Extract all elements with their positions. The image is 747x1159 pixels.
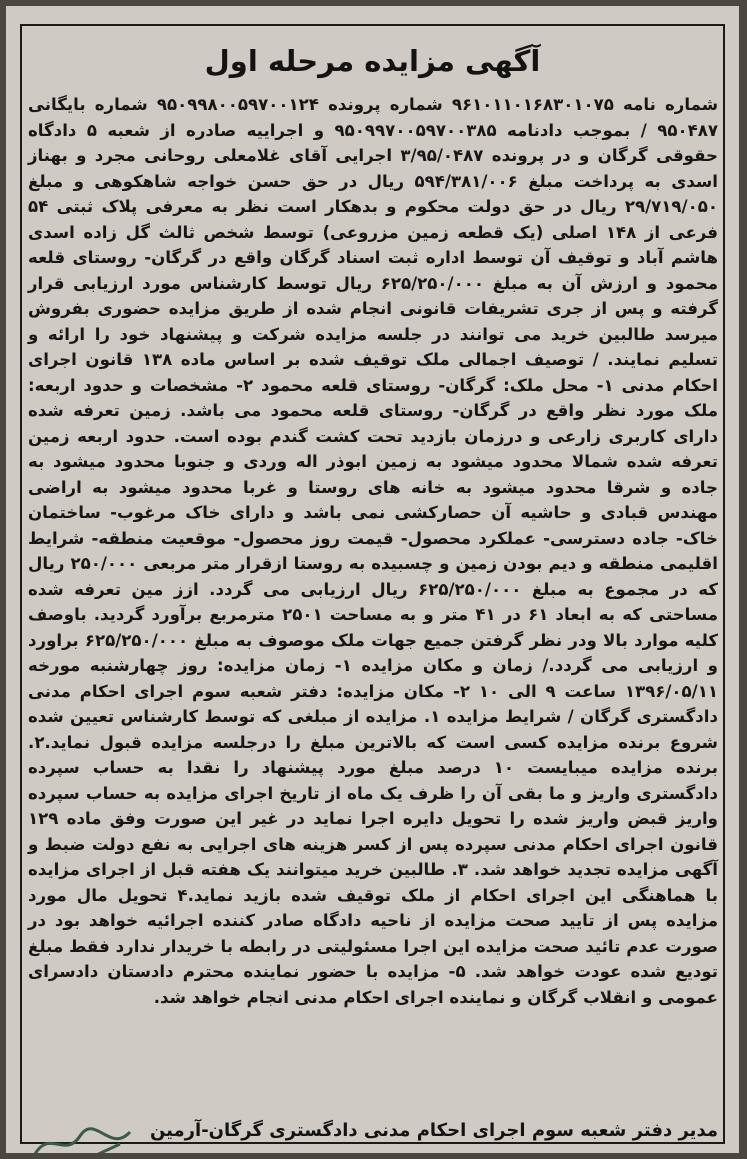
handwritten-mark-icon bbox=[30, 1124, 140, 1153]
notice-title: آگهی مزایده مرحله اول bbox=[204, 44, 541, 78]
notice-body: شماره نامه ۹۶۱۰۱۱۰۱۶۸۳۰۱۰۷۵ شماره پرونده ۹۵۰۹۹۸۰۰۵۹۷۰۰۱۲۴ شماره بایگانی ۹۵۰۴۸۷ / بموجب دادنامه ۹۵۰۹۹۷۰۰۵۹۷۰۰۳۸۵ و اجراییه صادره از شعبه ۵ دادگاه حقوقی گرگان و در پرونده ۳/۹۵/۰۴۸۷ اجرایی آقای غلامعلی روحانی مجرد و بهناز اسدی به پرداخت مبلغ ۵۹۴/۳۸۱/۰۰۶ ریال در حق حسن خواجه شاهکوهی و مبلغ ۲۹/۷۱۹/۰۵۰ ریال در حق دولت محکوم و بدهکار است نظر به معرفی پلاک ثبتی ۵۴ فرعی از ۱۴۸ اصلی (یک قطعه زمین مزروعی) توسط شخص ثالث گل زاده اسدی هاشم آباد و توقیف آن توسط اداره ثبت اسناد گرگان واقع در گرگان- روستای قلعه محمود و ارزش آن به مبلغ ۶۲۵/۲۵۰/۰۰۰ ریال توسط کارشناس مورد ارزیابی قرار گرفته و پس از جری تشریفات قانونی انجام شده از طریق مزایده حضوری بفروش میرسد طالبین خرید می توانند در جلسه مزایده شرکت و پیشنهاد خود را ارائه و تسلیم نمایند. / توصیف اجمالی ملک توقیف شده بر اساس ماده ۱۳۸ قانون اجرای احکام مدنی ۱- محل ملک: گرگان- روستای قلعه محمود ۲- مشخصات و حدود اربعه: ملک مورد نظر واقع در گرگان- روستای قلعه محمود می باشد. زمین تعرفه شده دارای کاربری زارعی و درزمان بازدید تحت کشت گندم بوده است. حدود اربعه زمین تعرفه شده شمالا محدود میشود به زمین ابوذر اله وردی و جنوبا محدود میشود به جاده و شرقا محدود میشود به خانه های روستا و غربا محدود میشود به اراضی مهندس قبادی و حاشیه آن حصارکشی نمی باشد و دارای خاک مرغوب- ساختمان خاک- جاده دسترسی- عملکرد محصول- قیمت روز محصول- موقعیت منطقه- شرایط اقلیمی منطقه و دیم بودن زمین و چسبیده به روستا ازقرار متر مربعی ۲۵۰/۰۰۰ ریال که در مجموع به مبلغ ۶۲۵/۲۵۰/۰۰۰ ریال ارزیابی می گردد. ازز مین تعرفه شده مساحتی که به ابعاد ۶۱ در ۴۱ متر و به مساحت ۲۵۰۱ مترمربع برآورد گردید. باوصف کلیه موارد بالا ودر نظر گرفتن جمیع جهات ملک موصوف به مبلغ ۶۲۵/۲۵۰/۰۰۰ براورد و ارزیابی می گردد./ زمان و مکان مزایده ۱- زمان مزایده: روز چهارشنبه مورخه ۱۳۹۶/۰۵/۱۱ ساعت ۹ الی ۱۰ ۲- مکان مزایده: دفتر شعبه سوم اجرای احکام مدنی دادگستری گرگان / شرایط مزایده ۱. مزایده از مبلغی که توسط کارشناس تعیین شده شروع برنده مزایده کسی است که بالاترین مبلغ را درجلسه مزایده قبول نماید.۲. برنده مزایده میبایست ۱۰ درصد مبلغ مورد پیشنهاد را نقدا به حساب سپرده دادگستری واریز و ما بقی آن را ظرف یک ماه از تاریخ اجرای مزایده به حساب سپرده واریز قبض واریز شده را تحویل دایره اجرا نماید در غیر این صورت وفق ماده ۱۲۹ قانون اجرای احکام مدنی سپرده پس از کسر هزینه های اجرایی به نفع دولت ضبط و آگهی مزایده تجدید خواهد شد. ۳. طالبین خرید میتوانند یک هفته قبل از اجرای مزایده با هماهنگی این اجرای احکام از ملک توقیف شده بازید نماید.۴ تحویل مال مورد مزایده پس از تایید صحت مزایده از ناحیه دادگاه صادر کننده اجرائیه خواهد بود در صورت عدم تائید صحت مزایده این اجرا مسئولیتی در رابطه با خریدار ندارد فقط مبلغ تودیع شده عودت خواهد شد. ۵- مزایده با حضور نماینده محترم دادستان دادسرای عمومی و انقلاب گرگان و نماینده اجرای احکام مدنی انجام خواهد شد. bbox=[28, 95, 719, 1007]
newspaper-clipping bbox=[6, 6, 739, 1153]
notice-signature: مدیر دفتر شعبه سوم اجرای احکام مدنی دادگستری گرگان-آرمین bbox=[149, 1120, 718, 1141]
